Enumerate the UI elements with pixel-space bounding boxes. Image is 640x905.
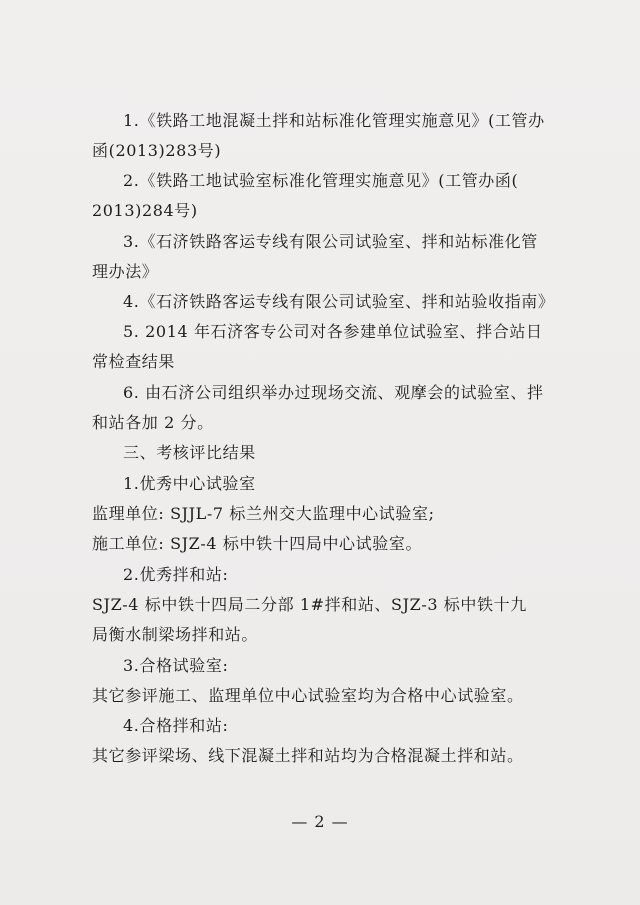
result-heading-4: 4.合格拌和站: <box>123 716 229 735</box>
result-heading-3: 3.合格试验室: <box>123 656 229 675</box>
result-text: 施工单位: SJZ-4 标中铁十四局中心试验室。 <box>92 534 423 553</box>
result-text: 监理单位: SJJL-7 标兰州交大监理中心试验室; <box>92 504 435 523</box>
reference-item-2-line-1: 2.《铁路工地试验室标准化管理实施意见》(工管办函( <box>123 171 519 190</box>
page-number: — 2 — <box>291 812 349 831</box>
reference-item-1-line-1: 1.《铁路工地混凝土拌和站标准化管理实施意见》(工管办 <box>123 111 545 130</box>
reference-item-4: 4.《石济铁路客运专线有限公司试验室、拌和站验收指南》 <box>123 292 555 311</box>
reference-item-3-line-2: 理办法》 <box>92 262 159 281</box>
reference-item-1-line-2: 函(2013)283号) <box>92 141 222 160</box>
reference-item-3-line-1: 3.《石济铁路客运专线有限公司试验室、拌和站标准化管 <box>123 232 538 251</box>
result-text: SJZ-4 标中铁十四局二分部 1#拌和站、SJZ-3 标中铁十九 <box>92 595 527 614</box>
reference-item-2-line-2: 2013)284号) <box>92 201 198 220</box>
result-heading-1: 1.优秀中心试验室 <box>123 474 256 493</box>
result-text: 局衡水制梁场拌和站。 <box>92 625 259 644</box>
reference-item-5-line-1: 5. 2014 年石济客专公司对各参建单位试验室、拌合站日 <box>123 322 543 341</box>
result-text: 其它参评施工、监理单位中心试验室均为合格中心试验室。 <box>92 686 524 705</box>
section-heading: 三、考核评比结果 <box>123 443 256 462</box>
result-text: 其它参评梁场、线下混凝土拌和站均为合格混凝土拌和站。 <box>92 746 524 765</box>
reference-item-6-line-2: 和站各加 2 分。 <box>92 413 214 432</box>
result-heading-2: 2.优秀拌和站: <box>123 565 229 584</box>
reference-item-6-line-1: 6. 由石济公司组织举办过现场交流、观摩会的试验室、拌 <box>123 383 544 402</box>
reference-item-5-line-2: 常检查结果 <box>92 352 176 371</box>
